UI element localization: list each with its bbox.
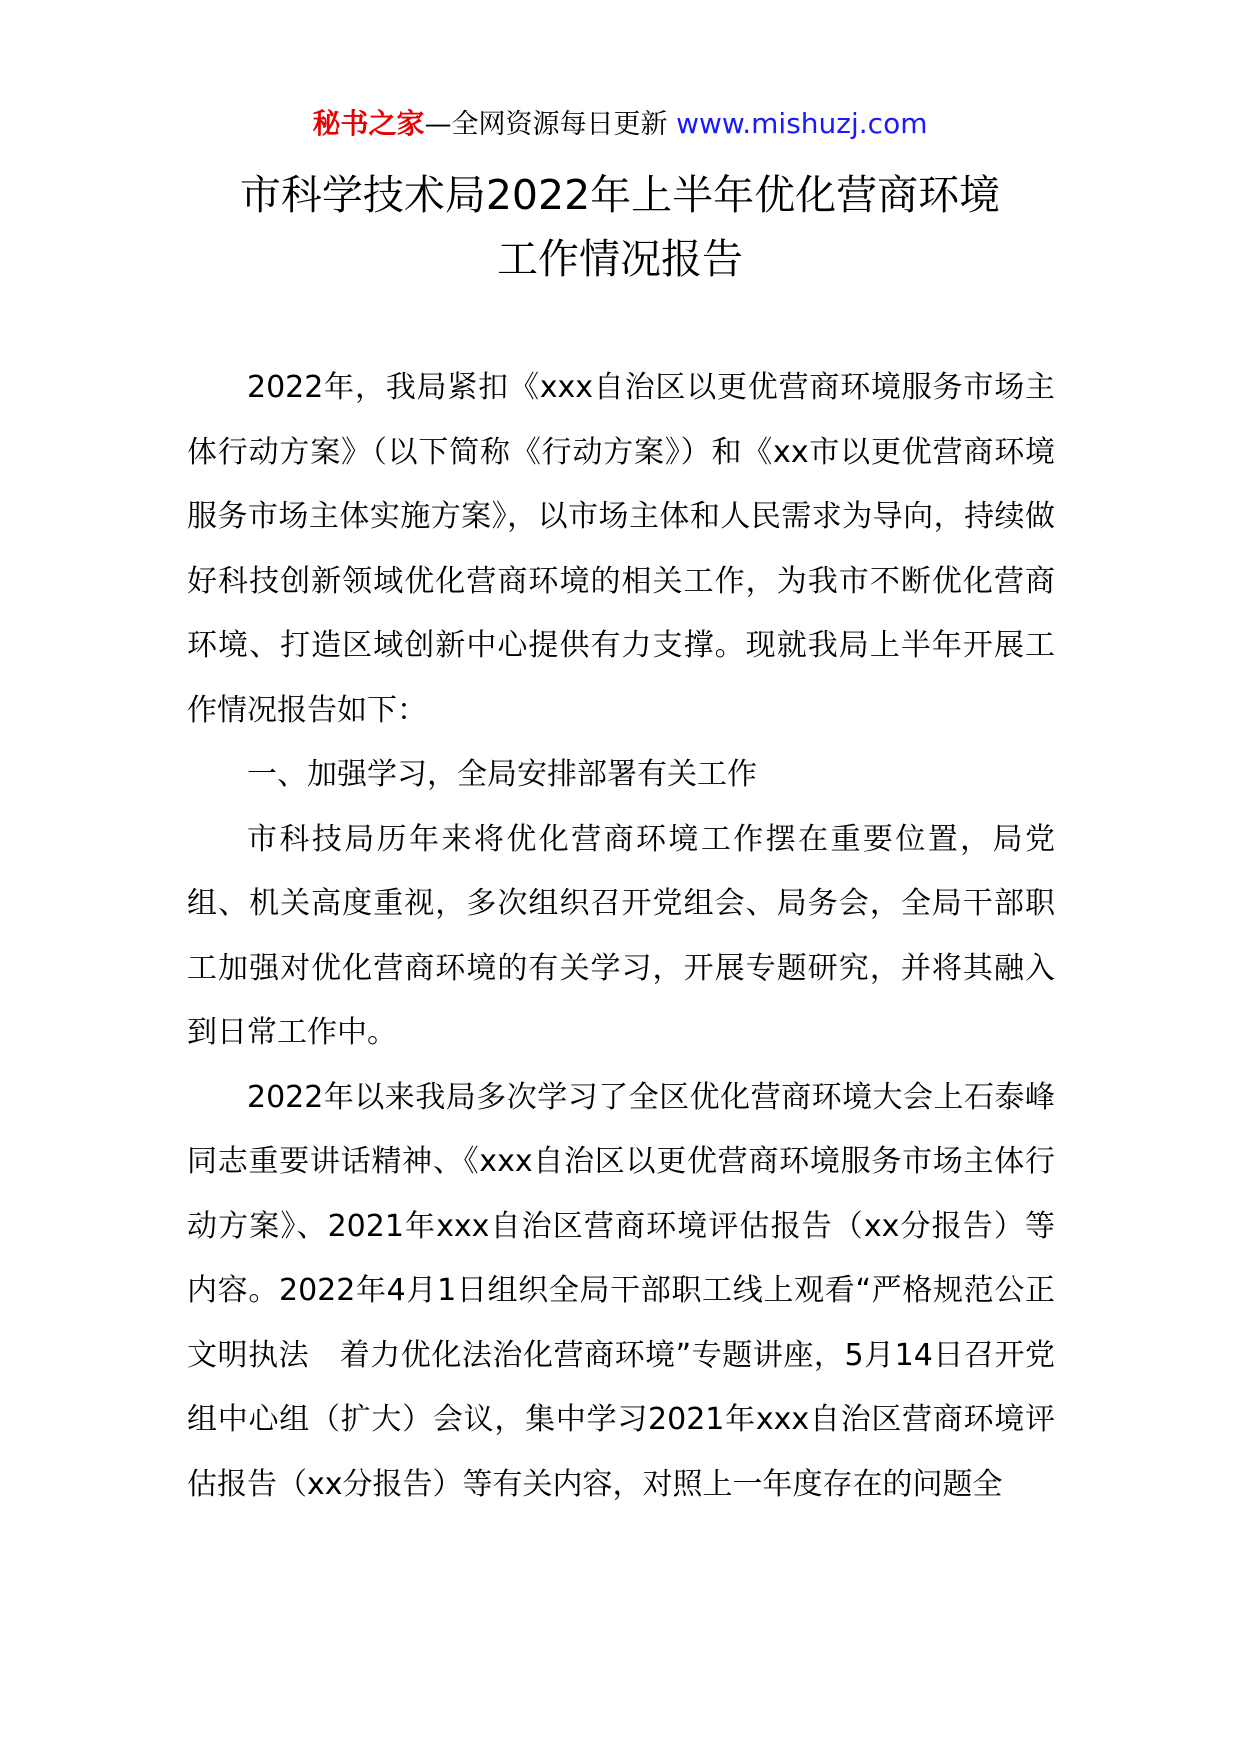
body-paragraph: 2022年，我局紧扣《xxx自治区以更优营商环境服务市场主体行动方案》（以下简称《行动方案》）和《xx市以更优营商环境服务市场主体实施方案》，以市场主体和人民需求为导向，持续做好科技创新领域优化营商环境的相关工作，为我市不断优化营商环境、打造区域创新中心提供有力支撑。现就我局上半年开展工作情况报告如下： (187, 370, 1055, 728)
site-url-link[interactable]: www.mishuzj.com (676, 107, 928, 140)
site-brand: 秘书之家 (312, 107, 425, 140)
document-title (0, 163, 1240, 291)
site-tagline: —全网资源每日更新 (424, 109, 668, 140)
title-line-2: 工作情况报告 (497, 235, 743, 283)
body-paragraph: 2022年以来我局多次学习了全区优化营商环境大会上石泰峰同志重要讲话精神、《xxx自治区以更优营商环境服务市场主体行动方案》、2021年xxx自治区营商环境评估报告（xx分报告）等内容。2022年4月1日组织全局干部职工线上观看“严格规范公正文明执法 着力优化法治化营商环境”专题讲座，5月14日召开党组中心组（扩大）会议，集中学习2021年xxx自治区营商环境评估报告（xx分报告）等有关内容，对照上一年度存在的问题全 (187, 1079, 1055, 1502)
site-header (0, 104, 1240, 145)
body-paragraph: 市科技局历年来将优化营商环境工作摆在重要位置，局党组、机关高度重视，多次组织召开党组会、局务会，全局干部职工加强对优化营商环境的有关学习，开展专题研究，并将其融入到日常工作中。 (187, 821, 1055, 1050)
document-body (187, 356, 1055, 1517)
section-heading: 一、加强学习，全局安排部署有关工作 (247, 757, 757, 792)
title-line-1: 市科学技术局2022年上半年优化营商环境 (239, 171, 1001, 219)
